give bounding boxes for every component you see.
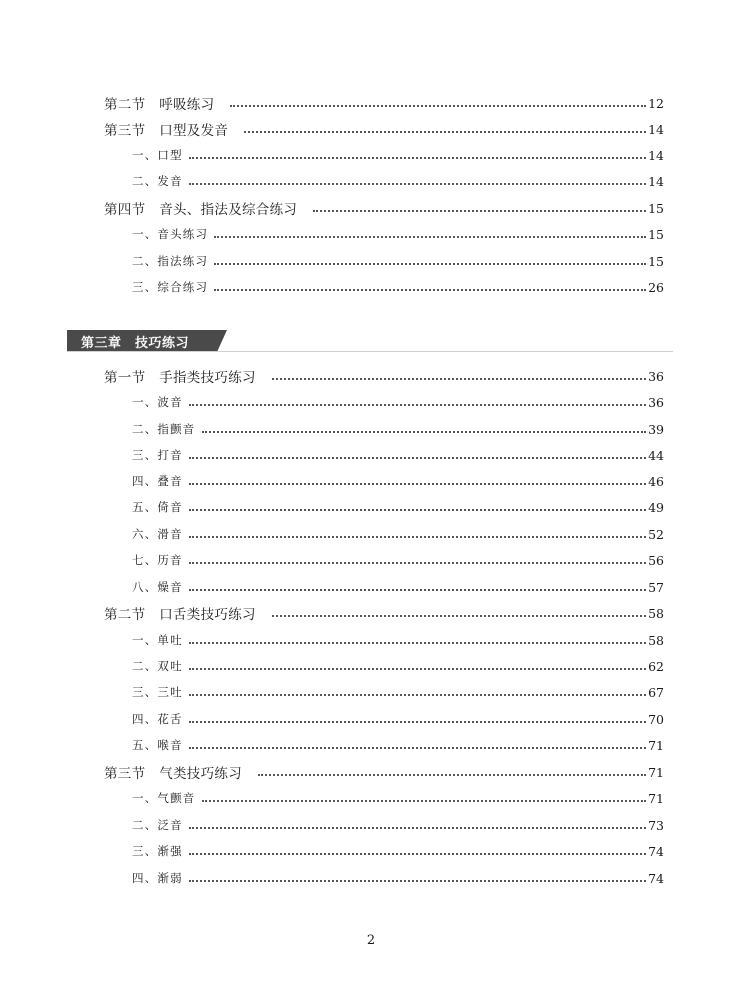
toc-entry-label: 五、倚音 bbox=[132, 500, 183, 514]
toc-entry-label: 五、喉音 bbox=[132, 738, 183, 752]
dot-leader bbox=[189, 183, 646, 185]
toc-entry-label: 第二节 呼吸练习 bbox=[104, 97, 215, 113]
toc-entry-page: 58 bbox=[648, 632, 664, 648]
toc-entry[interactable] bbox=[132, 276, 664, 298]
toc-entry-page: 57 bbox=[648, 579, 664, 595]
toc-entry-label: 一、波音 bbox=[132, 395, 183, 409]
toc-entry-page: 44 bbox=[648, 447, 664, 463]
toc-entry-page: 62 bbox=[648, 658, 664, 674]
toc-entry[interactable] bbox=[104, 602, 664, 624]
toc-entry-label: 二、指法练习 bbox=[132, 254, 209, 268]
chapter-title: 第三章 技巧练习 bbox=[81, 336, 190, 351]
toc-entry-page: 73 bbox=[648, 817, 664, 833]
toc-entry[interactable] bbox=[132, 470, 664, 492]
toc-entry[interactable] bbox=[104, 761, 664, 783]
dot-leader bbox=[214, 263, 646, 265]
toc-entry-label: 一、音头练习 bbox=[132, 227, 209, 241]
toc-entry-label: 第四节 音头、指法及综合练习 bbox=[104, 202, 298, 218]
toc-entry-label: 二、泛音 bbox=[132, 818, 183, 832]
dot-leader bbox=[244, 131, 646, 133]
toc-entry-page: 71 bbox=[648, 764, 664, 780]
dot-leader bbox=[202, 800, 647, 802]
dot-leader bbox=[189, 880, 646, 882]
dot-leader bbox=[189, 404, 646, 406]
toc-entry[interactable] bbox=[132, 734, 664, 756]
toc-entry-label: 第二节 口舌类技巧练习 bbox=[104, 607, 256, 623]
chapter-divider bbox=[67, 351, 673, 352]
toc-entry[interactable] bbox=[132, 840, 664, 862]
dot-leader bbox=[189, 589, 646, 591]
dot-leader bbox=[189, 853, 646, 855]
dot-leader bbox=[272, 615, 646, 617]
dot-leader bbox=[202, 431, 647, 433]
toc-entry-label: 二、双吐 bbox=[132, 659, 183, 673]
toc-entry-label: 四、叠音 bbox=[132, 474, 183, 488]
toc-entry-label: 三、打音 bbox=[132, 448, 183, 462]
toc-entry-label: 六、滑音 bbox=[132, 527, 183, 541]
dot-leader bbox=[272, 378, 646, 380]
toc-entry-page: 15 bbox=[648, 200, 664, 216]
toc-entry[interactable] bbox=[132, 814, 664, 836]
toc-entry[interactable] bbox=[132, 708, 664, 730]
toc-entry-page: 36 bbox=[648, 368, 664, 384]
dot-leader bbox=[189, 509, 646, 511]
toc-entry-page: 12 bbox=[648, 95, 664, 111]
toc-entry[interactable] bbox=[104, 92, 664, 114]
toc-entry-page: 56 bbox=[648, 552, 664, 568]
dot-leader bbox=[189, 642, 646, 644]
toc-entry-label: 第三节 口型及发音 bbox=[104, 123, 229, 139]
toc-entry[interactable] bbox=[132, 576, 664, 598]
dot-leader bbox=[189, 694, 646, 696]
toc-entry-label: 一、气颤音 bbox=[132, 791, 196, 805]
toc-entry[interactable] bbox=[132, 629, 664, 651]
toc-entry[interactable] bbox=[104, 197, 664, 219]
toc-entry[interactable] bbox=[132, 549, 664, 571]
toc-entry-page: 46 bbox=[648, 473, 664, 489]
toc-entry-label: 四、渐弱 bbox=[132, 871, 183, 885]
toc-entry-label: 第三节 气类技巧练习 bbox=[104, 766, 242, 782]
dot-leader bbox=[230, 105, 646, 107]
toc-entry-label: 一、口型 bbox=[132, 148, 183, 162]
toc-entry[interactable] bbox=[132, 867, 664, 889]
toc-entry-page: 15 bbox=[648, 253, 664, 269]
toc-entry[interactable] bbox=[132, 250, 664, 272]
toc-entry-page: 15 bbox=[648, 226, 664, 242]
toc-entry[interactable] bbox=[132, 223, 664, 245]
toc-entry[interactable] bbox=[132, 444, 664, 466]
toc-entry-page: 26 bbox=[648, 279, 664, 295]
dot-leader bbox=[189, 457, 646, 459]
page-number: 2 bbox=[366, 933, 376, 948]
toc-entry[interactable] bbox=[132, 144, 664, 166]
dot-leader bbox=[189, 721, 646, 723]
toc-entry-page: 49 bbox=[648, 499, 664, 515]
toc-entry[interactable] bbox=[132, 655, 664, 677]
toc-entry-page: 58 bbox=[648, 605, 664, 621]
toc-entry-page: 67 bbox=[648, 684, 664, 700]
toc-entry-page: 39 bbox=[648, 421, 664, 437]
dot-leader bbox=[214, 289, 646, 291]
dot-leader bbox=[189, 747, 646, 749]
toc-entry[interactable] bbox=[132, 523, 664, 545]
toc-entry[interactable] bbox=[132, 787, 664, 809]
dot-leader bbox=[189, 668, 646, 670]
dot-leader bbox=[189, 483, 646, 485]
toc-entry-page: 71 bbox=[648, 737, 664, 753]
toc-entry-label: 二、发音 bbox=[132, 174, 183, 188]
toc-entry-label: 三、综合练习 bbox=[132, 280, 209, 294]
toc-entry-page: 70 bbox=[648, 711, 664, 727]
toc-entry-page: 14 bbox=[648, 147, 664, 163]
toc-entry-label: 第一节 手指类技巧练习 bbox=[104, 370, 256, 386]
dot-leader bbox=[258, 774, 646, 776]
toc-entry[interactable] bbox=[132, 391, 664, 413]
dot-leader bbox=[189, 157, 646, 159]
toc-entry-label: 四、花舌 bbox=[132, 712, 183, 726]
toc-entry-page: 52 bbox=[648, 526, 664, 542]
toc-entry[interactable] bbox=[132, 170, 664, 192]
toc-entry-label: 一、单吐 bbox=[132, 633, 183, 647]
dot-leader bbox=[214, 236, 646, 238]
chapter-heading bbox=[67, 330, 227, 352]
dot-leader bbox=[313, 210, 646, 212]
toc-entry[interactable] bbox=[104, 118, 664, 140]
dot-leader bbox=[189, 562, 646, 564]
toc-entry-page: 74 bbox=[648, 843, 664, 859]
toc-entry-label: 三、渐强 bbox=[132, 844, 183, 858]
toc-entry-page: 74 bbox=[648, 870, 664, 886]
toc-entry-page: 14 bbox=[648, 173, 664, 189]
toc-entry-page: 36 bbox=[648, 394, 664, 410]
dot-leader bbox=[189, 536, 646, 538]
toc-entry-label: 八、燥音 bbox=[132, 580, 183, 594]
toc-entry[interactable] bbox=[132, 681, 664, 703]
toc-entry[interactable] bbox=[104, 365, 664, 387]
dot-leader bbox=[189, 827, 646, 829]
toc-entry-label: 三、三吐 bbox=[132, 685, 183, 699]
toc-entry-page: 71 bbox=[648, 790, 664, 806]
toc-entry-label: 七、历音 bbox=[132, 553, 183, 567]
toc-entry-page: 14 bbox=[648, 121, 664, 137]
toc-entry[interactable] bbox=[132, 418, 664, 440]
toc-entry[interactable] bbox=[132, 496, 664, 518]
toc-entry-label: 二、指颤音 bbox=[132, 422, 196, 436]
